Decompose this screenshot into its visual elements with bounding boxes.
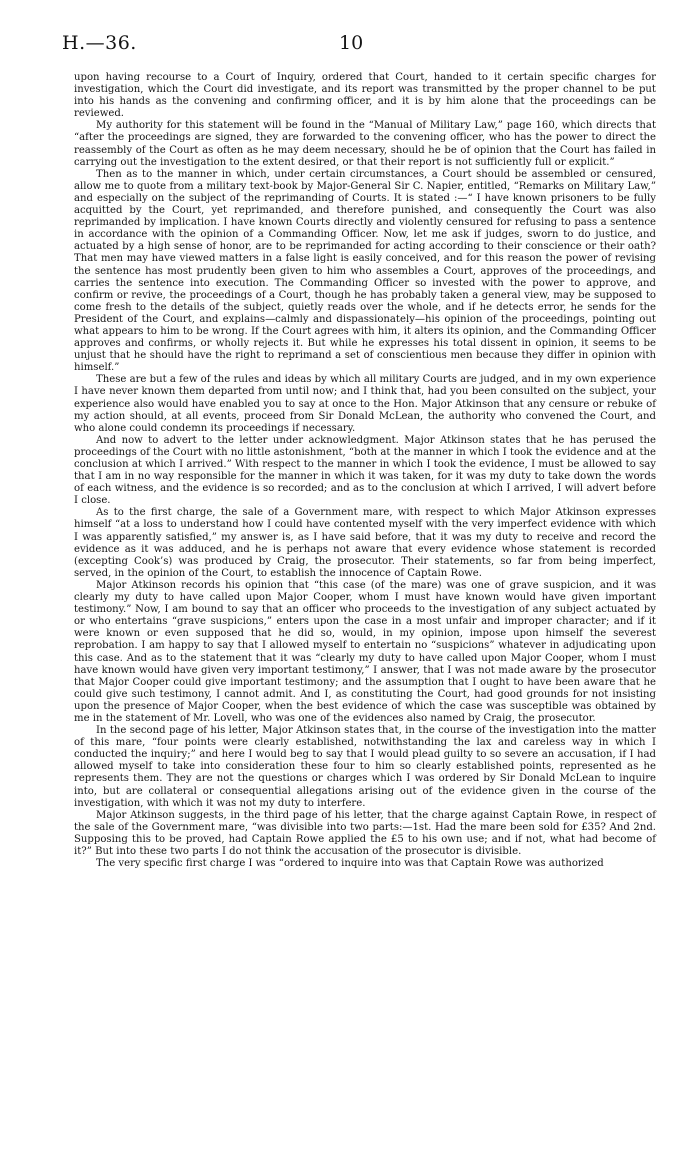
paragraph: These are but a few of the rules and ideas by which all military Courts are judged, and in my own experience I have never known them departed from until now; and I think that, had you been consulted on the subject, your experience also would have enabled you to say at once to the Hon. Major Atkinson that any censure or rebuke of my action should, at all events, proceed from Sir Donald McLean, the authority who convened the Court, and who alone could condemn its proceedings if necessary. <box>74 374 656 434</box>
paragraph: As to the first charge, the sale of a Government mare, with respect to which Major Atkinson expresses himself “at a loss to understand how I could have contented myself with the very imperfect evidence with which I was apparently satisfied,” my answer is, as I have said before, that it was my duty to receive and record the evidence as it was adduced, and he is perhaps not aware that every evidence whose statement is recorded (excepting Cook’s) was produced by Craig, the prosecutor. Their statements, so far from being imperfect, served, in the opinion of the Court, to establish the innocence of Captain Rowe. <box>74 507 656 579</box>
document-reference: H.—36. <box>62 32 137 54</box>
paragraph: The very specific first charge I was “ordered to inquire into was that Captain Rowe was authorized <box>96 858 604 870</box>
paragraph: Major Atkinson suggests, in the third page of his letter, that the charge against Captain Rowe, in respect of the sale of the Government mare, “was divisible into two parts:—1st. Had the mare been sold for £35? And 2nd. Supposing this to be proved, had Captain Rowe applied the £5 to his own use; and if not, what had become of it?” But into these two parts I do not think the accusation of the prosecutor is divisible. <box>74 809 656 857</box>
paragraph: upon having recourse to a Court of Inquiry, ordered that Court, handed to it certain specific charges for investigation, which the Court did investigate, and its report was transmitted by the proper channel to be put into his hands as the convening and confirming officer, and it is by him alone that the proceedings can be reviewed. <box>74 72 656 120</box>
paragraph: In the second page of his letter, Major Atkinson states that, in the course of the investigation into the matter of this mare, “four points were clearly established, notwithstanding the lax and careless way in which I conducted the inquiry;” and here I would beg to say that I would plead guilty to so severe an accusation, if I had allowed myself to take into consideration these four to him so clearly established points, represented as he represents them. They are not the questions or charges which I was ordered by Sir Donald McLean to inquire into, but are collateral or consequential allegations arising out of the evidence given in the course of the investigation, with which it was not my duty to interfere. <box>74 725 656 809</box>
page-header <box>62 30 656 58</box>
body-text <box>74 72 656 870</box>
paragraph: Major Atkinson records his opinion that “this case (of the mare) was one of grave suspicion, and it was clearly my duty to have called upon Major Cooper, whom I must have known would have given important testimony.” Now, I am bound to say that an officer who proceeds to the investigation of any subject actuated by or who entertains “grave suspicions,” enters upon the case in a most unfair and improper character; and if it were known or even supposed that he did so, would, in my opinion, impose upon himself the severest reprobation. I am happy to say that I allowed myself to entertain no “suspicions” whatever in adjudicating upon this case. And as to the statement that it was “clearly my duty to have called upon Major Cooper, whom I must have known would have given very important testimony,” I answer, that I was not made aware by the prosecutor that Major Cooper could give important testimony; and the assumption that I ought to have been aware that he could give such testimony, I cannot admit. And I, as constituting the Court, had good grounds for not insisting upon the presence of Major Cooper, when the best evidence of which the case was susceptible was obtained by me in the statement of Mr. Lovell, who was one of the evidences also named by Craig, the prosecutor. <box>74 579 656 724</box>
paragraph: Then as to the manner in which, under certain circumstances, a Court should be assembled or censured, allow me to quote from a military text-book by Major-General Sir C. Napier, entitled, “Remarks on Military Law,” and especially on the subject of the reprimanding of Courts. It is stated :—“ I have known prisoners to be fully acquitted by the Court, yet reprimanded, and therefore punished, and consequently the Court was also reprimanded by implication. I have known Courts directly and violently censured for refusing to pass a sentence in accordance with the opinion of a Commanding Officer. Now, let me ask if judges, sworn to do justice, and actuated by a high sense of honor, are to be reprimanded for acting according to their conscience or their oath? That men may have viewed matters in a false light is easily conceived, and for this reason the power of revising the sentence has most prudently been given to him who assembles a Court, approves of the proceedings, and carries the sentence into execution. The Commanding Officer so invested with the power to approve, and confirm or revive, the proceedings of a Court, though he has probably taken a general view, may be supposed to come fresh to the details of the subject, quietly reads over the whole, and if he detects error, he sends for the President of the Court, and explains—calmly and dispassionately—his opinion of the proceedings, pointing out what appears to him to be wrong. If the Court agrees with him, it alters its opinion, and the Commanding Officer approves and confirms, or wholly rejects it. But while he expresses his total dissent in opinion, it seems to be unjust that he should have the right to reprimand a set of conscientious men because they differ in opinion with himself.” <box>74 168 656 374</box>
page-number: 10 <box>339 32 364 54</box>
paragraph: My authority for this statement will be found in the “Manual of Military Law,” page 160, which directs that “after the proceedings are signed, they are forwarded to the convening officer, who has the power to direct the reassembly of the Court as often as he may deem necessary, should he be of opinion that the Court has failed in carrying out the investigation to the extent desired, or that their report is not sufficiently full or explicit.” <box>74 120 656 168</box>
paragraph: And now to advert to the letter under acknowledgment. Major Atkinson states that he has perused the proceedings of the Court with no little astonishment, “both at the manner in which I took the evidence and at the conclusion at which I arrived.” With respect to the manner in which I took the evidence, I must be allowed to say that I am in no way responsible for the manner in which it was taken, for it was my duty to take down the words of each witness, and the evidence is so recorded; and as to the conclusion at which I arrived, I will advert before I close. <box>74 434 656 507</box>
